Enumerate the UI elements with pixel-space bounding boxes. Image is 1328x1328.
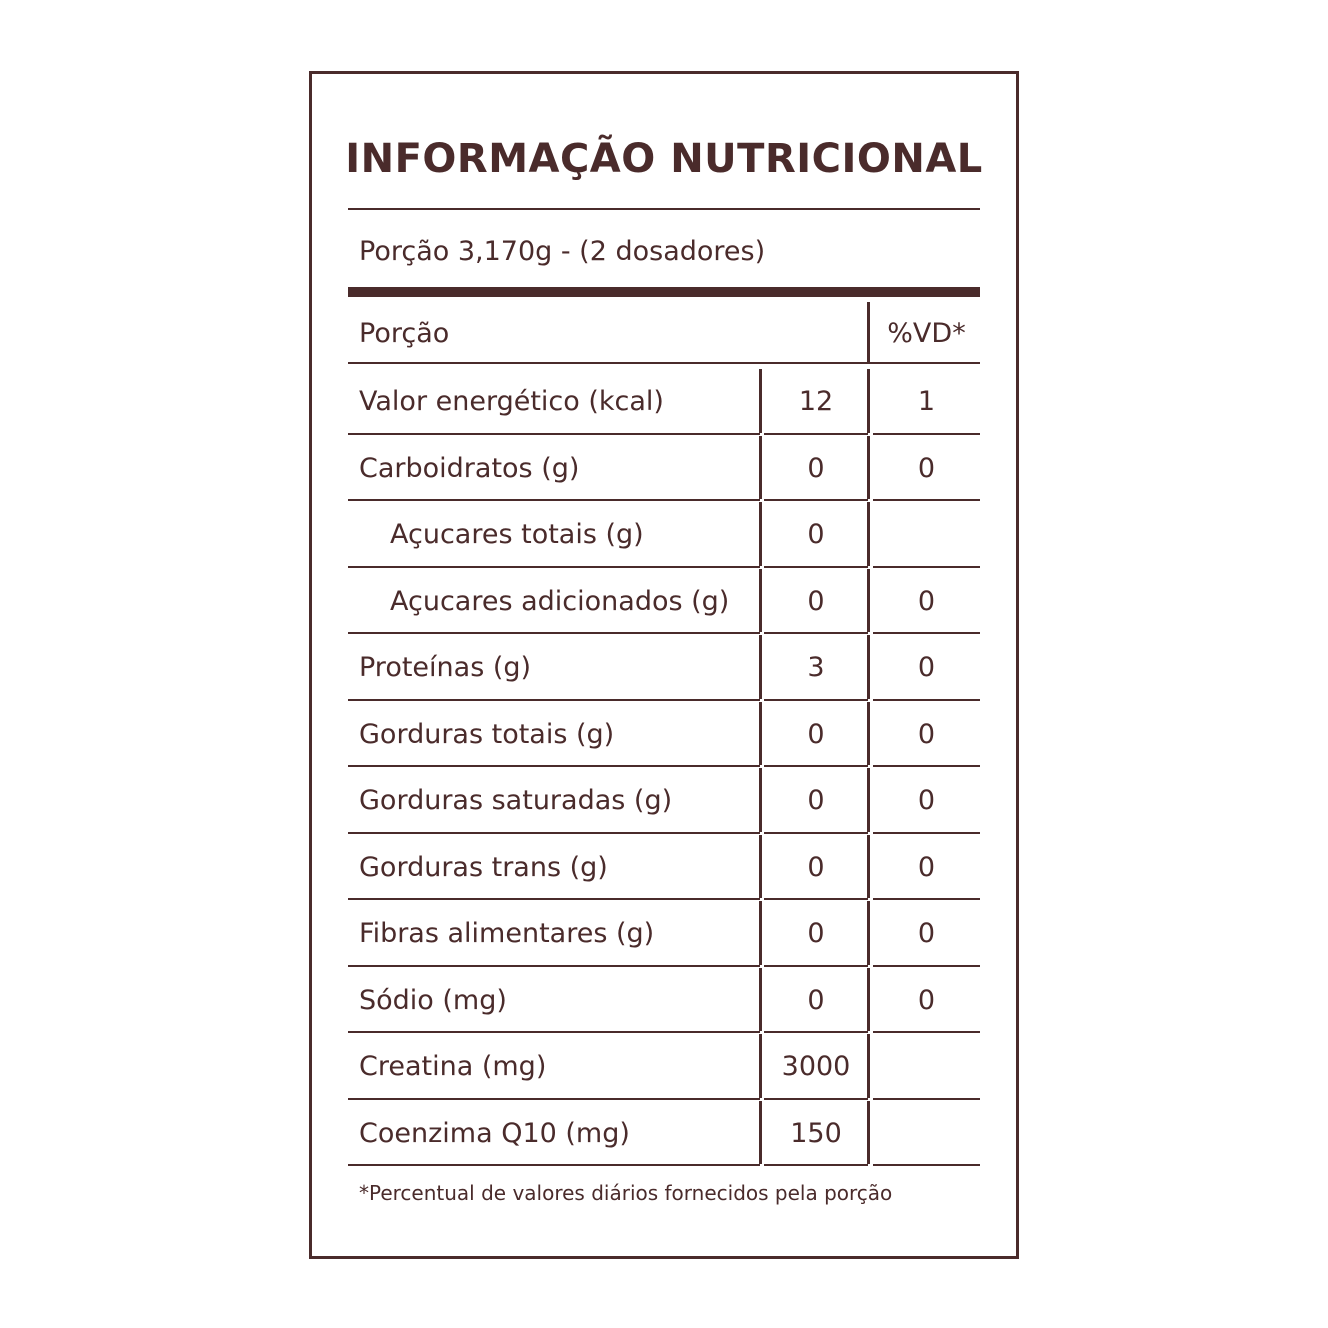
- column-divider: [759, 702, 762, 765]
- nutrient-vd: 1: [917, 386, 936, 417]
- nutrient-amount: 0: [807, 852, 825, 883]
- nutrient-vd: 0: [917, 586, 936, 617]
- nutrient-label: Gorduras saturadas (g): [359, 785, 673, 816]
- thick-divider: [348, 287, 980, 297]
- nutrient-label: Fibras alimentares (g): [359, 918, 655, 949]
- column-divider: [867, 436, 870, 499]
- nutrient-label: Carboidratos (g): [359, 453, 580, 484]
- nutrient-label: Gorduras totais (g): [359, 719, 615, 750]
- column-divider: [867, 702, 870, 765]
- nutrient-amount: 0: [807, 918, 825, 949]
- nutrient-vd: 0: [917, 785, 936, 816]
- nutrient-amount: 0: [807, 586, 825, 617]
- header-vd: %VD*: [887, 318, 966, 349]
- column-divider: [759, 968, 762, 1031]
- header-divider: [867, 302, 870, 362]
- nutrient-label: Açucares adicionados (g): [390, 586, 730, 617]
- nutrient-vd: 0: [917, 985, 936, 1016]
- nutrient-amount: 0: [807, 519, 825, 550]
- column-divider: [867, 569, 870, 632]
- page-title: INFORMAÇÃO NUTRICIONAL: [345, 136, 983, 182]
- header-underline: [348, 362, 980, 364]
- nutrient-vd: [873, 1034, 980, 1100]
- nutrient-amount: 0: [807, 719, 825, 750]
- column-divider: [759, 502, 762, 566]
- column-divider: [759, 835, 762, 898]
- nutrient-vd: 0: [917, 652, 936, 683]
- column-divider: [867, 768, 870, 832]
- column-divider: [867, 369, 870, 433]
- column-divider: [867, 635, 870, 699]
- column-divider: [759, 768, 762, 832]
- nutrient-amount: 3: [807, 652, 825, 683]
- header-label: Porção: [359, 318, 450, 349]
- nutrient-label: Proteínas (g): [359, 652, 532, 683]
- nutrient-amount: 0: [807, 785, 825, 816]
- column-divider: [867, 901, 870, 965]
- nutrient-amount: 150: [790, 1118, 842, 1149]
- column-divider: [759, 635, 762, 699]
- nutrient-label: Valor energético (kcal): [359, 386, 664, 417]
- column-divider: [759, 436, 762, 499]
- column-divider: [759, 569, 762, 632]
- nutrient-label: Sódio (mg): [359, 985, 507, 1016]
- nutrient-label: Coenzima Q10 (mg): [359, 1118, 630, 1149]
- column-divider: [867, 1034, 870, 1098]
- column-divider: [759, 369, 762, 433]
- nutrient-amount: 0: [807, 453, 825, 484]
- nutrient-amount: 12: [798, 386, 834, 417]
- column-divider: [867, 835, 870, 898]
- column-divider: [759, 901, 762, 965]
- column-divider: [759, 1034, 762, 1098]
- column-divider: [759, 1101, 762, 1164]
- column-divider: [867, 1101, 870, 1164]
- nutrient-label: Gorduras trans (g): [359, 852, 608, 883]
- nutrient-amount: 3000: [781, 1051, 851, 1082]
- nutrient-vd: 0: [917, 719, 936, 750]
- footnote: *Percentual de valores diários fornecidos pela porção: [359, 1181, 893, 1205]
- nutrient-vd: 0: [917, 852, 936, 883]
- serving-size: Porção 3,170g - (2 dosadores): [359, 236, 766, 267]
- nutrient-label: Açucares totais (g): [390, 519, 644, 550]
- nutrient-vd: 0: [917, 918, 936, 949]
- title-divider: [348, 208, 980, 210]
- nutrient-vd: 0: [917, 453, 936, 484]
- nutrient-vd: [873, 502, 980, 568]
- column-divider: [867, 502, 870, 566]
- nutrient-amount: 0: [807, 985, 825, 1016]
- nutrient-label: Creatina (mg): [359, 1051, 547, 1082]
- nutrient-vd: [873, 1101, 980, 1167]
- column-divider: [867, 968, 870, 1031]
